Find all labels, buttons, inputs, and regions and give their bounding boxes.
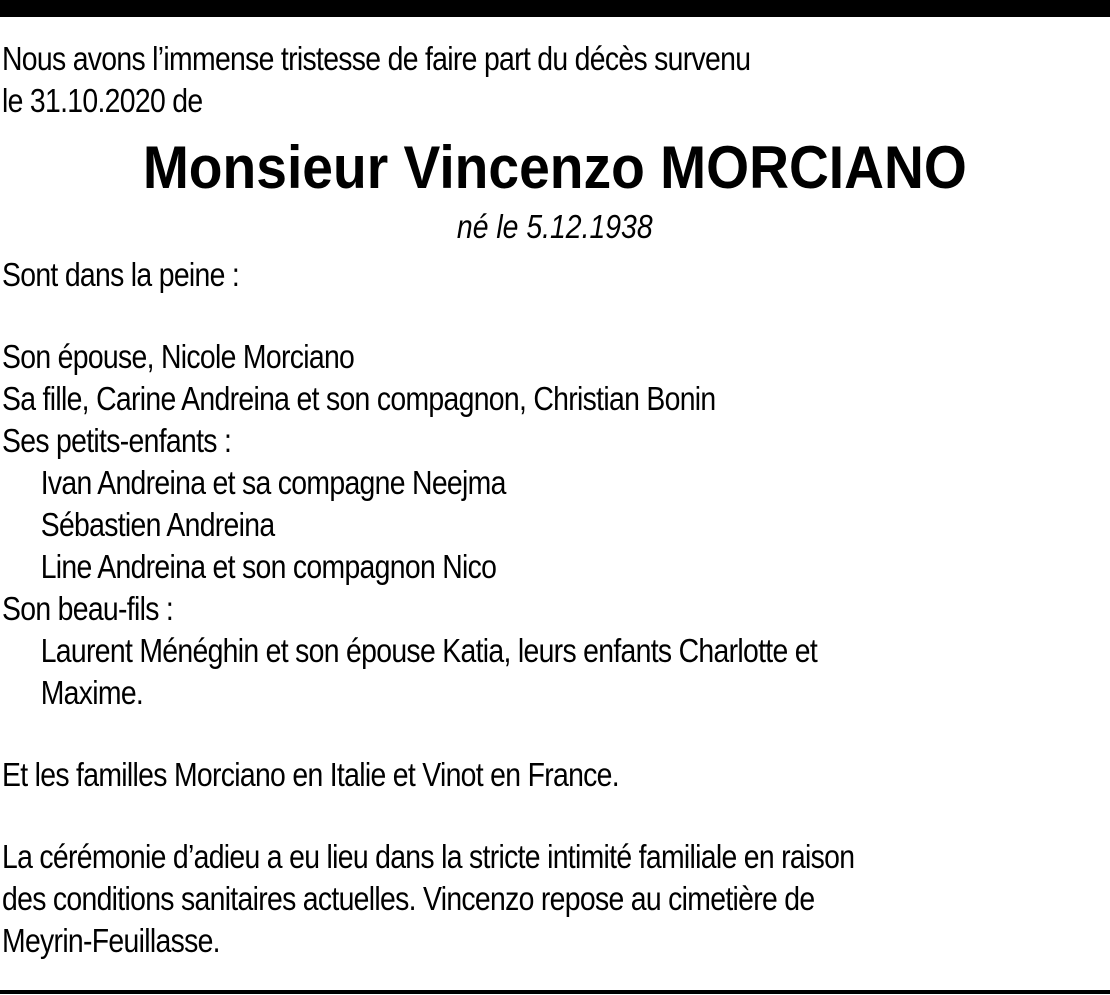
intro-line-2: le 31.10.2020 de (2, 82, 203, 119)
spacer (2, 796, 1108, 836)
top-rule (0, 0, 1110, 17)
grandchild-item: Sébastien Andreina (40, 506, 275, 543)
spacer (2, 296, 1108, 336)
grandchild-item: Ivan Andreina et sa compagne Neejma (40, 464, 506, 501)
grandchildren-heading: Ses petits-enfants : (2, 422, 232, 459)
families-line: Et les familles Morciano en Italie et Vinot en France. (2, 756, 619, 793)
spacer (2, 714, 1108, 754)
ceremony-line-1: La cérémonie d’adieu a eu lieu dans la stricte intimité familiale en raison (2, 838, 855, 875)
stepson-line-1: Laurent Ménéghin et son épouse Katia, leurs enfants Charlotte et (40, 632, 818, 669)
ceremony-line-2: des conditions sanitaires actuelles. Vincenzo repose au cimetière de (2, 880, 815, 917)
birth-date-text: né le 5.12.1938 (457, 208, 653, 245)
spouse-line: Son épouse, Nicole Morciano (2, 338, 355, 375)
obituary-notice (2, 38, 1108, 962)
ceremony-line-3: Meyrin-Feuillasse. (2, 922, 220, 959)
birth-date (2, 206, 1108, 248)
deceased-name-text: Monsieur Vincenzo MORCIANO (142, 134, 967, 201)
stepson-line-2: Maxime. (40, 674, 144, 711)
grandchild-item: Line Andreina et son compagnon Nico (40, 548, 497, 585)
mourners-heading: Sont dans la peine : (2, 256, 240, 293)
bottom-rule (0, 990, 1110, 994)
intro-line-1: Nous avons l’immense tristesse de faire part du décès survenu (2, 40, 751, 77)
stepson-heading: Son beau-fils : (2, 590, 174, 627)
daughter-line: Sa fille, Carine Andreina et son compagnon, Christian Bonin (2, 380, 716, 417)
deceased-name (2, 134, 1108, 202)
